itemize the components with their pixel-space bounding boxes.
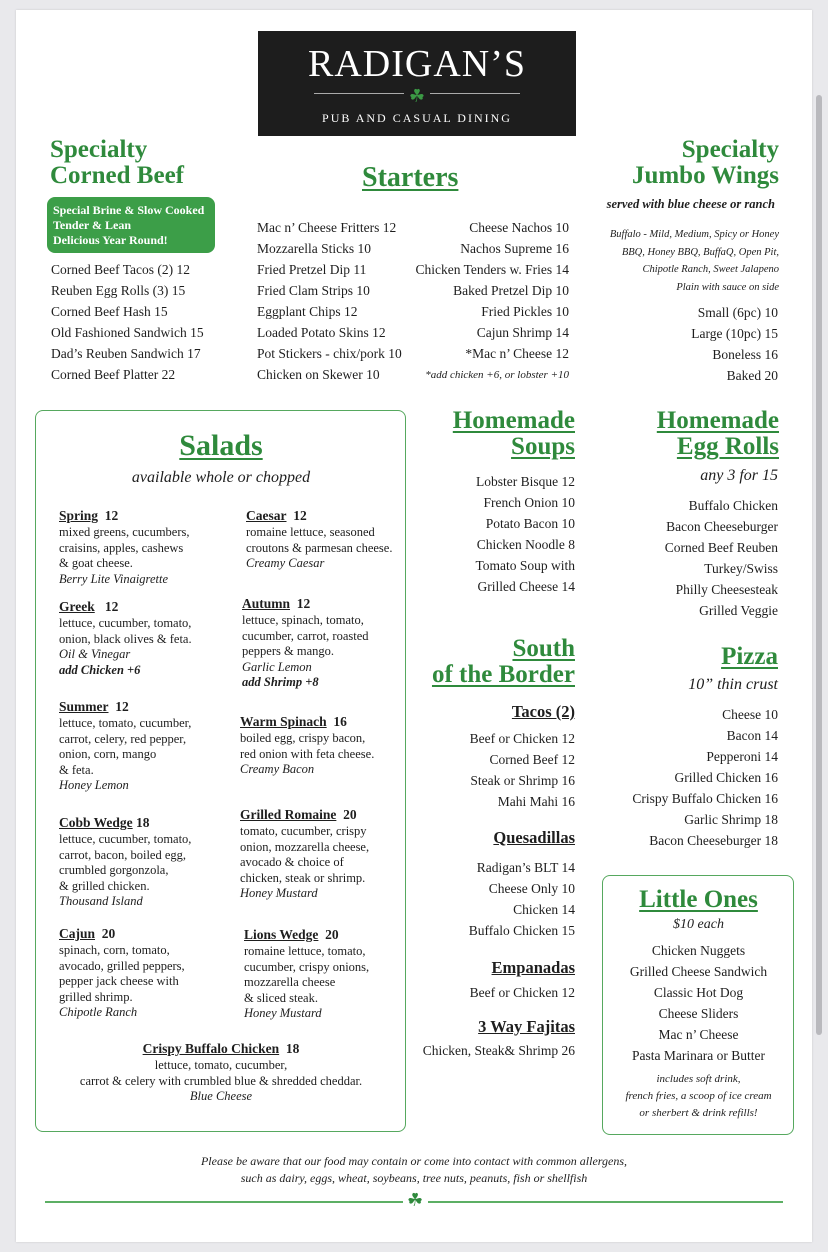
salad-desc: croutons & parmesan cheese. [246, 540, 393, 555]
menu-item: Chicken Noodle 8 [476, 537, 575, 552]
wings-title-line1: Specialty [681, 136, 779, 163]
salad-addon: add Chicken +6 [59, 662, 141, 677]
menu-item: Eggplant Chips 12 [257, 304, 358, 319]
little-ones-note [602, 1071, 795, 1122]
salad-dressing: Oil & Vinegar [59, 647, 131, 661]
salad-desc: spinach, corn, tomato, [59, 943, 170, 957]
salad-price: 12 [293, 508, 307, 523]
menu-item: Baked Pretzel Dip 10 [453, 283, 569, 298]
menu-item: Chicken Nuggets [651, 943, 746, 958]
salad-desc: craisins, apples, cashews [59, 540, 184, 555]
quesadillas-list [469, 857, 575, 941]
starters-left-list [257, 217, 402, 385]
menu-item: Buffalo Chicken [688, 498, 778, 513]
footer-divider-right [428, 1201, 783, 1203]
logo [258, 31, 576, 136]
flavor-line: Buffalo - Mild, Medium, Spicy or Honey [609, 229, 779, 240]
salad-name: Grilled Romaine [240, 807, 337, 822]
menu-item: Chicken 14 [513, 902, 575, 917]
menu-item: Chicken, Steak& Shrimp 26 [422, 1043, 575, 1058]
starters-title: Starters [362, 162, 459, 193]
egg-rolls-title-line1: Homemade [656, 407, 779, 434]
salad-desc: peppers & mango. [242, 644, 334, 658]
south-title [432, 636, 575, 688]
salad-name: Caesar [246, 508, 287, 523]
menu-item: Grilled Chicken 16 [674, 770, 778, 785]
scrollbar[interactable] [816, 95, 822, 1035]
pizza-subtitle: 10” thin crust [688, 676, 778, 693]
salad-name: Cajun [59, 926, 96, 941]
salad-desc: avocado & choice of [240, 855, 344, 869]
allergen-notice [0, 1153, 828, 1187]
quesadillas-title: Quesadillas [493, 828, 575, 847]
allergen-line: Please be aware that our food may contain or come into contact with common allergens, [200, 1154, 628, 1168]
menu-item: Small (6pc) 10 [697, 305, 778, 320]
salad-dressing: Chipotle Ranch [59, 1005, 138, 1019]
menu-item: Pasta Marinara or Butter [631, 1048, 766, 1063]
menu-item: Beef or Chicken 12 [469, 731, 575, 746]
menu-item: Cheese Sliders [658, 1006, 739, 1021]
salad-dressing: Blue Cheese [189, 1089, 253, 1103]
soups-title-line1: Homemade [452, 407, 575, 434]
menu-item: Mozzarella Sticks 10 [257, 241, 371, 256]
salads-subtitle: available whole or chopped [131, 469, 311, 486]
menu-item: Grilled Cheese Sandwich [629, 964, 768, 979]
pizza-title: Pizza [721, 643, 778, 670]
menu-item: *Mac n’ Cheese 12 [465, 346, 569, 361]
egg-rolls-title-line2: Egg Rolls [676, 433, 779, 460]
salad-dressing: Creamy Bacon [240, 762, 315, 776]
salad-cajun [59, 924, 185, 1021]
menu-item: Grilled Veggie [699, 603, 778, 618]
empanadas-title: Empanadas [491, 958, 575, 977]
menu-item: Tomato Soup with [475, 558, 575, 573]
menu-item: Potato Bacon 10 [485, 516, 575, 531]
menu-item: Classic Hot Dog [653, 985, 744, 1000]
salad-desc: tomato, cucumber, crispy [240, 824, 367, 838]
salad-spring [59, 506, 190, 587]
salad-grilled-romaine [240, 805, 369, 902]
badge-line: Delicious Year Round! [53, 233, 168, 247]
menu-item: Chicken on Skewer 10 [257, 367, 380, 382]
salad-name: Spring [59, 508, 99, 523]
menu-item: Steak or Shrimp 16 [470, 773, 575, 788]
salad-desc: grilled shrimp. [59, 989, 133, 1004]
salad-price: 12 [296, 596, 311, 611]
salad-desc: mixed greens, cucumbers, [59, 525, 190, 539]
corned-beef-title [50, 137, 184, 189]
egg-rolls-list [665, 495, 778, 621]
pizza-list [632, 704, 778, 851]
corned-beef-badge [47, 197, 215, 253]
egg-rolls-title [657, 408, 779, 460]
wings-title [632, 137, 779, 189]
menu-item: Bacon Cheeseburger [666, 519, 778, 534]
logo-name: RADIGAN’S [308, 43, 526, 85]
menu-item: Fried Pretzel Dip 11 [257, 262, 367, 277]
clover-icon: ☘ [407, 1190, 424, 1210]
south-title-line2: of the Border [431, 661, 575, 688]
salad-desc: romaine lettuce, tomato, [244, 944, 366, 958]
egg-rolls-subtitle: any 3 for 15 [700, 467, 778, 484]
salad-dressing: Thousand Island [59, 894, 143, 908]
corned-beef-title-line2: Corned Beef [50, 162, 184, 189]
salad-price: 20 [343, 807, 357, 822]
salad-desc: onion, corn, mango [59, 747, 157, 761]
salad-desc: onion, black olives & feta. [59, 631, 192, 646]
menu-item: Pot Stickers - chix/pork 10 [257, 346, 402, 361]
salad-lions-wedge [244, 925, 369, 1022]
clover-icon: ☘ [408, 86, 426, 106]
salad-desc: & grilled chicken. [59, 878, 150, 893]
menu-item: Turkey/Swiss [704, 561, 778, 576]
wings-list [691, 302, 778, 386]
menu-item: Nachos Supreme 16 [460, 241, 569, 256]
menu-item: Bacon 14 [726, 728, 778, 743]
menu-item: Chicken Tenders w. Fries 14 [415, 262, 569, 277]
starters-right-list [415, 217, 569, 386]
empanadas-list [470, 982, 575, 1003]
salad-dressing: Berry Lite Vinaigrette [59, 571, 169, 586]
salad-desc: cucumber, carrot, roasted [242, 628, 369, 643]
menu-item: Garlic Shrimp 18 [684, 812, 778, 827]
salad-dressing: Honey Lemon [59, 778, 129, 792]
menu-item: Corned Beef Platter 22 [51, 367, 176, 382]
menu-item: Fried Pickles 10 [481, 304, 569, 319]
salad-desc: pepper jack cheese with [59, 974, 179, 988]
menu-item: Corned Beef Reuben [664, 540, 778, 555]
salad-price: 16 [333, 714, 347, 729]
salad-desc: mozzarella cheese [244, 975, 336, 989]
salad-desc: lettuce, cucumber, tomato, [59, 616, 192, 630]
badge-line: Tender & Lean [53, 218, 132, 232]
menu-item: Large (10pc) 15 [691, 326, 778, 341]
salad-greek [59, 597, 192, 678]
menu-item: Dad’s Reuben Sandwich 17 [51, 346, 201, 361]
flavor-line: BBQ, Honey BBQ, BuffaQ, Open Pit, [621, 246, 779, 258]
salad-name: Cobb Wedge [59, 815, 133, 830]
note-line: french fries, a scoop of ice cream [625, 1090, 772, 1102]
footer-divider-left [45, 1201, 403, 1203]
tacos-title: Tacos (2) [511, 702, 575, 721]
soups-title-line2: Soups [511, 433, 575, 460]
salad-price: 12 [115, 699, 129, 714]
wings-subtitle: served with blue cheese or ranch [606, 197, 775, 211]
tacos-list [470, 728, 575, 812]
menu-item: Baked 20 [726, 368, 778, 383]
soups-list [475, 471, 575, 597]
flavor-line: Plain with sauce on side [676, 281, 779, 293]
salad-desc: & goat cheese. [59, 556, 133, 570]
salad-dressing: Honey Mustard [244, 1006, 322, 1020]
menu-item: Fried Clam Strips 10 [257, 283, 370, 298]
salad-summer [59, 697, 191, 794]
menu-item: Old Fashioned Sandwich 15 [51, 325, 204, 340]
salad-desc: chicken, steak or shrimp. [240, 870, 366, 885]
menu-item: Cheese Only 10 [488, 881, 575, 896]
salads-title: Salads [179, 429, 263, 462]
menu-item: Corned Beef 12 [489, 752, 575, 767]
salad-name: Crispy Buffalo Chicken [142, 1041, 280, 1056]
allergen-line: such as dairy, eggs, wheat, soybeans, tree nuts, peanuts, fish or shellfish [240, 1171, 588, 1185]
salad-dressing: Creamy Caesar [246, 556, 325, 570]
salad-desc: avocado, grilled peppers, [59, 958, 185, 973]
fajitas-list [423, 1040, 575, 1061]
salad-desc: onion, mozzarella cheese, [240, 839, 370, 854]
salad-price: 20 [325, 927, 339, 942]
salad-cobb-wedge [59, 813, 191, 910]
menu-item: Reuben Egg Rolls (3) 15 [51, 283, 186, 298]
menu-item: Crispy Buffalo Chicken 16 [632, 791, 778, 806]
menu-item: Buffalo Chicken 15 [468, 923, 575, 938]
menu-item: Mahi Mahi 16 [497, 794, 575, 809]
salad-autumn [242, 594, 369, 691]
salad-desc: cucumber, crispy onions, [244, 959, 370, 974]
salad-desc: romaine lettuce, seasoned [246, 525, 375, 539]
salad-desc: & sliced steak. [244, 990, 318, 1005]
salad-price: 12 [104, 599, 119, 614]
salad-dressing: Honey Mustard [240, 886, 318, 900]
salad-desc: red onion with feta cheese. [240, 746, 375, 761]
corned-beef-title-line1: Specialty [50, 136, 148, 163]
salad-dressing: Garlic Lemon [242, 659, 312, 674]
logo-divider-left [314, 93, 404, 94]
menu-item: Cheese Nachos 10 [469, 220, 569, 235]
menu-item: Pepperoni 14 [706, 749, 778, 764]
salad-name: Warm Spinach [240, 714, 327, 729]
fajitas-title: 3 Way Fajitas [478, 1017, 575, 1036]
menu-item: Boneless 16 [712, 347, 778, 362]
salad-desc: carrot, celery, red pepper, [59, 731, 187, 746]
salad-desc: lettuce, tomato, cucumber, [59, 716, 192, 730]
little-ones-subtitle: $10 each [673, 917, 724, 932]
menu-item: Bacon Cheeseburger 18 [649, 833, 778, 848]
salad-desc: lettuce, spinach, tomato, [242, 613, 364, 627]
salad-crispy-buffalo-chicken [35, 1039, 407, 1105]
flavor-line: Chipotle Ranch, Sweet Jalapeno [642, 264, 779, 275]
south-title-line1: South [512, 635, 575, 662]
logo-divider-right [430, 93, 520, 94]
salad-name: Summer [59, 699, 109, 714]
salad-desc: lettuce, cucumber, tomato, [59, 832, 192, 846]
salad-desc: carrot & celery with crumbled blue & shredded cheddar. [79, 1073, 363, 1088]
salad-price: 12 [104, 508, 119, 523]
salad-name: Lions Wedge [244, 927, 319, 942]
starters-note: *add chicken +6, or lobster +10 [425, 369, 569, 381]
menu-item: Philly Cheesesteak [675, 582, 778, 597]
salad-price: 18 [136, 815, 150, 830]
salad-desc: lettuce, tomato, cucumber, [154, 1058, 288, 1072]
wings-flavors [610, 226, 779, 296]
menu-item: Cajun Shrimp 14 [476, 325, 569, 340]
menu-item: Corned Beef Hash 15 [51, 304, 168, 319]
salad-caesar [246, 506, 392, 572]
menu-item: Loaded Potato Skins 12 [257, 325, 386, 340]
menu-item: Mac n’ Cheese [658, 1027, 739, 1042]
salad-desc: & feta. [59, 762, 94, 777]
note-line: or sherbert & drink refills! [639, 1107, 758, 1119]
menu-item: Beef or Chicken 12 [469, 985, 575, 1000]
salad-price: 18 [285, 1041, 300, 1056]
menu-item: French Onion 10 [483, 495, 575, 510]
menu-item: Lobster Bisque 12 [476, 474, 575, 489]
salad-warm-spinach [240, 712, 374, 778]
soups-title [453, 408, 575, 460]
menu-item: Radigan’s BLT 14 [476, 860, 575, 875]
menu-item: Mac n’ Cheese Fritters 12 [257, 220, 397, 235]
salad-desc: boiled egg, crispy bacon, [240, 731, 366, 745]
salad-desc: carrot, bacon, boiled egg, [59, 847, 187, 862]
salad-addon: add Shrimp +8 [242, 675, 319, 689]
menu-item: Corned Beef Tacos (2) 12 [51, 262, 191, 277]
little-ones-title: Little Ones [639, 886, 758, 913]
salad-name: Greek [59, 599, 95, 614]
menu-item: Grilled Cheese 14 [477, 579, 575, 594]
salad-price: 20 [101, 926, 116, 941]
wings-title-line2: Jumbo Wings [631, 162, 779, 189]
menu-item: Cheese 10 [722, 707, 778, 722]
salad-name: Autumn [242, 596, 291, 611]
little-ones-list [602, 940, 795, 1066]
salad-desc: crumbled gorgonzola, [59, 863, 169, 877]
note-line: includes soft drink, [656, 1073, 741, 1085]
corned-beef-list [51, 259, 204, 385]
badge-line: Special Brine & Slow Cooked [53, 203, 205, 217]
logo-tagline: PUB AND CASUAL DINING [322, 111, 512, 125]
